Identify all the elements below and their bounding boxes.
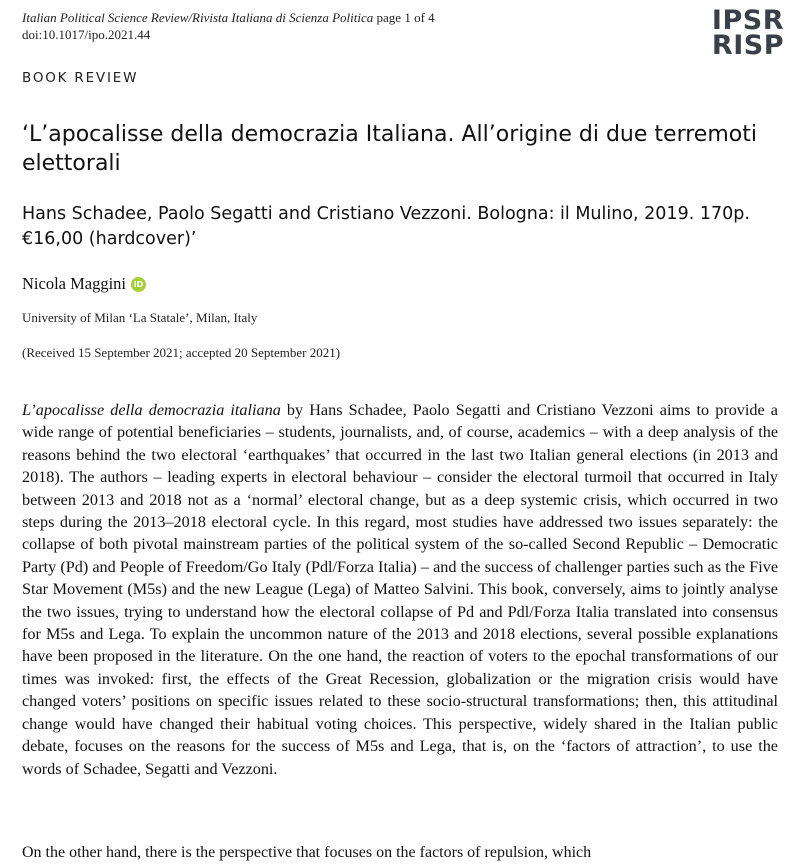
received-dates: (Received 15 September 2021; accepted 20 September 2021) bbox=[22, 345, 341, 360]
doi[interactable]: doi:10.1017/ipo.2021.44 bbox=[22, 27, 151, 42]
journal-logo bbox=[690, 5, 784, 61]
book-title-italic: L’apocalisse della democrazia italiana bbox=[22, 401, 281, 419]
cut-off-line: On the other hand, there is the perspective that focuses on the factors of repulsion, which bbox=[22, 844, 592, 861]
author-line bbox=[22, 274, 146, 294]
logo-line-ipsr: IPSR bbox=[711, 5, 784, 36]
orcid-icon[interactable]: iD bbox=[131, 277, 146, 292]
page-info: page 1 of 4 bbox=[376, 10, 435, 25]
author-name[interactable]: Nicola Maggini bbox=[22, 274, 127, 293]
article-title: ‘L’apocalisse della democrazia Italiana. All’origine di due terremoti elettorali bbox=[22, 122, 757, 176]
affiliation: University of Milan ‘La Statale’, Milan, Italy bbox=[22, 310, 258, 325]
logo-line-risp: RISP bbox=[711, 30, 784, 61]
book-citation: Hans Schadee, Paolo Segatti and Cristiano Vezzoni. Bologna: il Mulino, 2019. 170p. €16,00 (hardcover)’ bbox=[22, 204, 750, 249]
body-text bbox=[22, 399, 778, 780]
section-label: BOOK REVIEW bbox=[22, 70, 139, 86]
journal-header bbox=[22, 10, 435, 26]
paragraph bbox=[22, 399, 778, 780]
journal-name: Italian Political Science Review/Rivista Italiana di Scienza Politica bbox=[22, 10, 374, 25]
paragraph-text: by Hans Schadee, Paolo Segatti and Cristiano Vezzoni aims to provide a wide range of potential beneficiaries – students, journalists, and, of course, academics – with a deep analysis of the reasons behind the two electoral ‘earthquakes’ that occurred in the last two Italian general elections (in 2013 and 2018). The authors – leading experts in electoral behaviour – consider the electoral turmoil that occurred in Italy between 2013 and 2018 not as a ‘normal’ electoral change, but as a deep systemic crisis, which occurred in two steps during the 2013–2018 electoral cycle. In this regard, most studies have addressed two issues separately: the collapse of both pivotal mainstream parties of the political system of the so-called Second Republic – Democratic Party (Pd) and People of Freedom/Go Italy (Pdl/Forza Italia) – and the success of challenger parties such as the Five Star Movement (M5s) and the new League (Lega) of Matteo Salvini. This book, conversely, aims to jointly analyse the two issues, trying to understand how the electoral collapse of Pd and Pdl/Forza Italia translated into consensus for M5s and Lega. To explain the uncommon nature of the 2013 and 2018 elections, several possible explanations have been proposed in the literature. On the one hand, the reaction of voters to the epochal transformations of our times was invoked: first, the effects of the Great Recession, globalization or the migration crisis would have changed voters’ positions on specific issues related to these socio-structural transformations; then, this attitudinal change would have changed their habitual voting choices. This perspective, widely shared in the Italian public debate, focuses on the reasons for the success of M5s and Lega, that is, on the ‘factors of attraction’, to use the words of Schadee, Segatti and Vezzoni. bbox=[22, 401, 778, 778]
